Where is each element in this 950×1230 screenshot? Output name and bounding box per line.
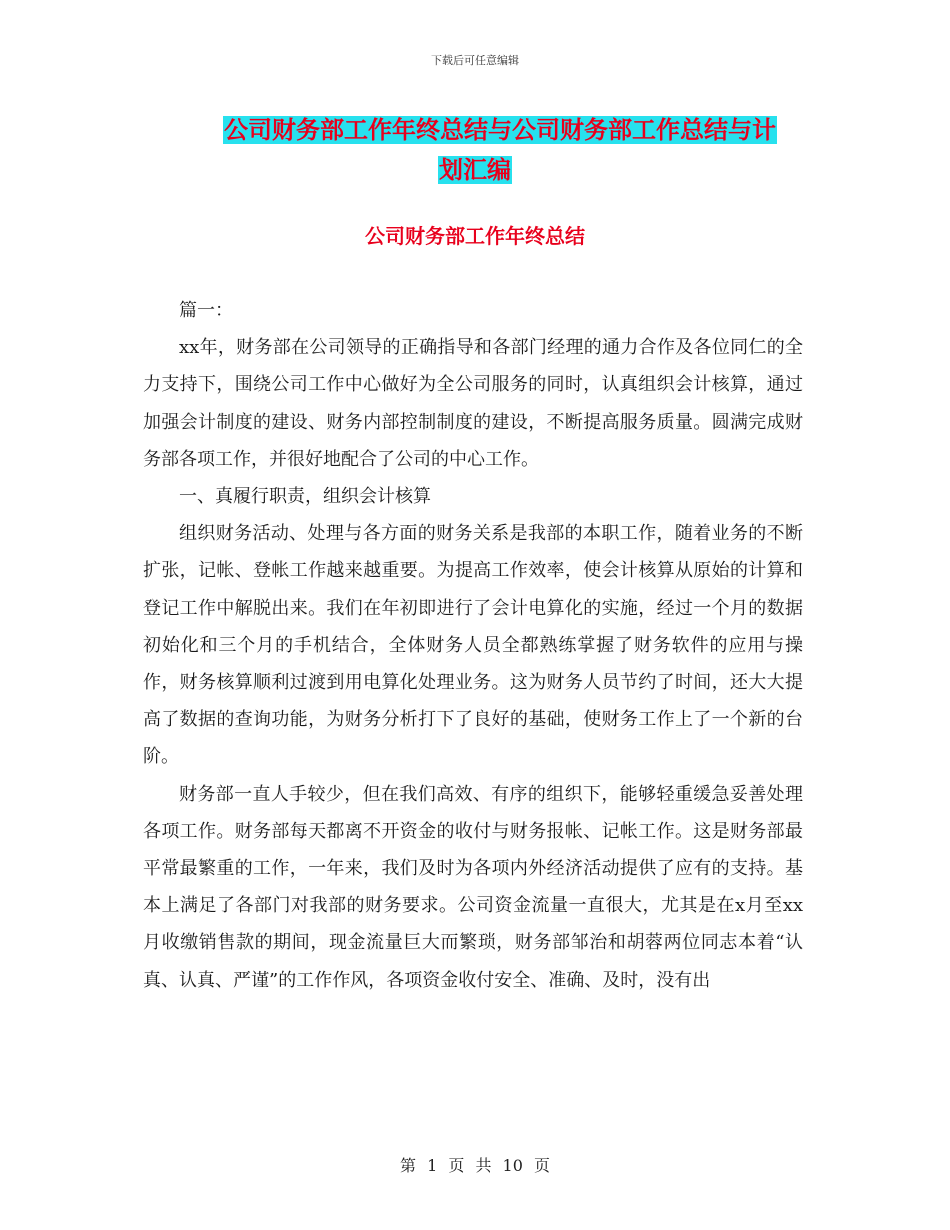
page-number: 第 1 页 共 10 页 bbox=[400, 1156, 550, 1175]
title-line-2: 划汇编 bbox=[439, 156, 511, 184]
document-body bbox=[143, 292, 803, 999]
page-header-note: 下载后可任意编辑 bbox=[431, 54, 519, 67]
paragraph: 组织财务活动、处理与各方面的财务关系是我部的本职工作，随着业务的不断扩张，记帐、登帐工作越来越重要。为提高工作效率，使会计核算从原始的计算和登记工作中解脱出来。我们在年初即进行了会计电算化的实施，经过一个月的数据初始化和三个月的手机结合，全体财务人员全都熟练掌握了财务软件的应用与操作，财务核算顺利过渡到用电算化处理业务。这为财务人员节约了时间，还大大提高了数据的查询功能，为财务分析打下了良好的基础，使财务工作上了一个新的台阶。 bbox=[143, 523, 803, 768]
title-line-1: 公司财务部工作年终总结与公司财务部工作总结与计 bbox=[224, 116, 776, 144]
paragraph: 篇一： bbox=[179, 300, 233, 321]
paragraph: 财务部一直人手较少，但在我们高效、有序的组织下，能够轻重缓急妥善处理各项工作。财务部每天都离不开资金的收付与财务报帐、记帐工作。这是财务部最平常最繁重的工作，一年来，我们及时为各项内外经济活动提供了应有的支持。基本上满足了各部门对我部的财务要求。公司资金流量一直很大，尤其是在x月至xx月收缴销售款的期间，现金流量巨大而繁琐，财务部邹治和胡蓉两位同志本着“认真、认真、严谨”的工作作风，各项资金收付安全、准确、及时，没有出 bbox=[143, 783, 803, 991]
document-title bbox=[0, 110, 950, 190]
paragraph: xx年，财务部在公司领导的正确指导和各部门经理的通力合作及各位同仁的全力支持下，围绕公司工作中心做好为全公司服务的同时，认真组织会计核算，通过加强会计制度的建设、财务内部控制制度的建设，不断提高服务质量。圆满完成财务部各项工作，并很好地配合了公司的中心工作。 bbox=[143, 337, 803, 470]
paragraph: 一、真履行职责，组织会计核算 bbox=[179, 486, 431, 508]
section-title: 公司财务部工作年终总结 bbox=[365, 224, 585, 248]
